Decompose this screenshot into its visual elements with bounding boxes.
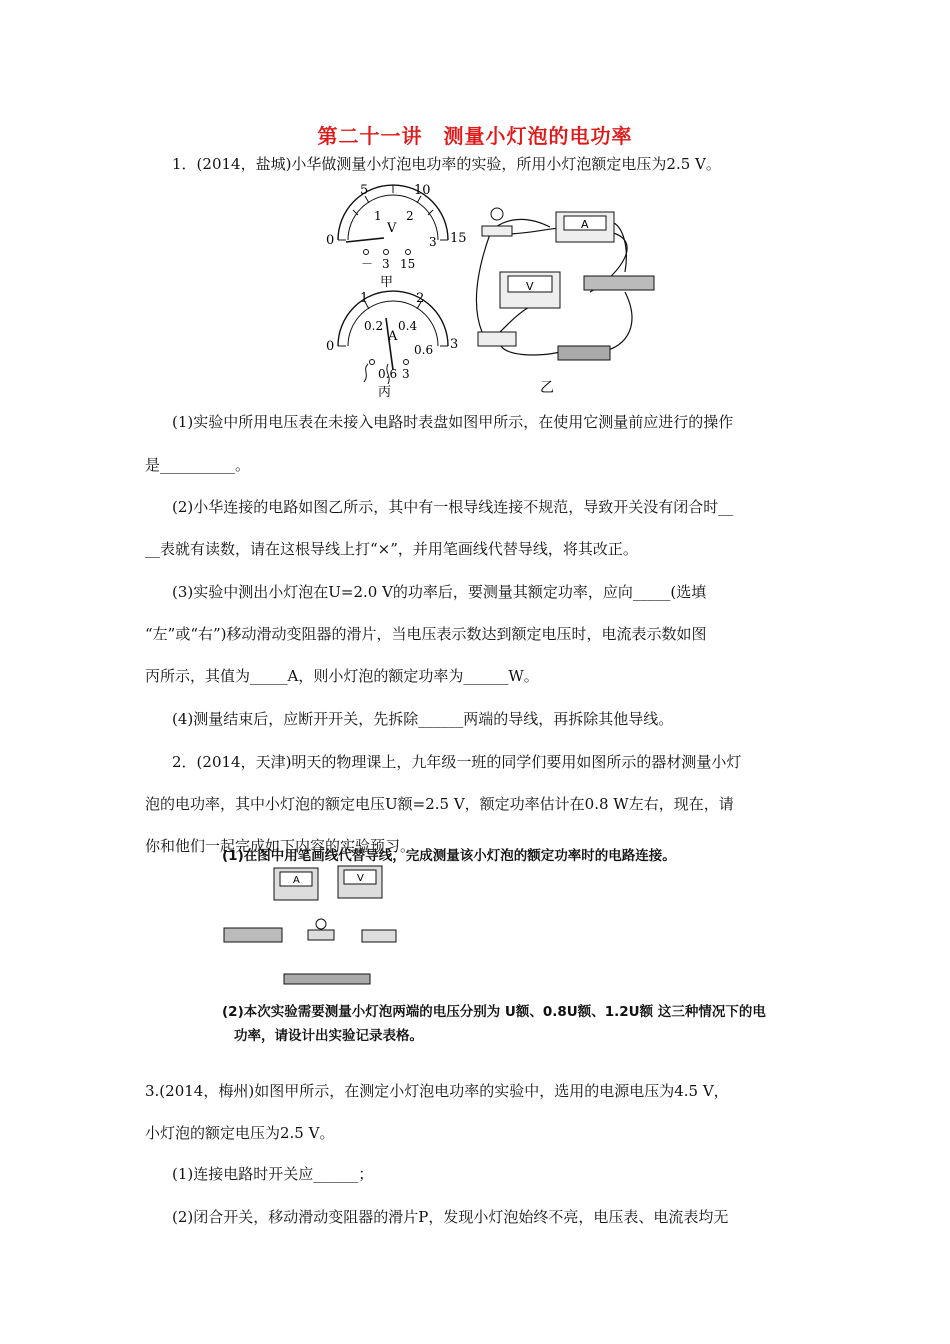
bing-tick-02: 0.2 [364,319,384,333]
bing-tick-04: 0.4 [398,319,418,333]
jia-terminal-3: 3 [382,257,390,271]
q2-line2: 泡的电功率，其中小灯泡的额定电压U额=2.5 V，额定功率估计在0.8 W左右，现在，请 [145,795,734,813]
figure-bing-ammeter [318,288,468,400]
q2-meter-v-label: V [357,873,364,884]
bing-outer-1: 1 [360,291,369,306]
jia-tick-3: 3 [429,235,437,249]
q1-part3-line3: 丙所示，其值为_____A，则小灯泡的额定功率为______W。 [145,667,539,685]
q2-line3: 你和他们一起完成如下内容的实验预习。 [145,837,416,855]
q2-figure-caption2: (2)本次实验需要测量小灯泡两端的电压分别为 U额、0.8U额、1.2U额 这三种情况下的电 [222,1004,766,1020]
figure-jia-voltmeter [318,180,468,290]
q3-part1: (1)连接电路时开关应______； [172,1165,374,1183]
figure-yi-circuit [460,182,670,402]
bing-terminal-3: 3 [402,367,410,381]
jia-tick-0: 0 [326,233,335,248]
jia-outer-5: 5 [360,183,369,198]
bing-terminal-06: 0.6 [378,367,398,381]
bing-outer-2: 2 [416,291,425,306]
bing-tick-06: 0.6 [414,343,434,357]
jia-terminal-neg: － [361,257,374,271]
q1-part2-line1: (2)小华连接的电路如图乙所示，其中有一根导线连接不规范，导致开关没有闭合时__ [172,498,734,516]
q1-part4: (4)测量结束后，应断开开关，先拆除______两端的导线，再拆除其他导线。 [172,710,674,728]
q1-part3-line2: “左”或“右”)移动滑动变阻器的滑片，当电压表示数达到额定电压时，电流表示数如图 [145,625,707,643]
q3-part2: (2)闭合开关，移动滑动变阻器的滑片P，发现小灯泡始终不亮，电压表、电流表均无 [172,1208,729,1226]
bing-label: 丙 [378,385,392,400]
q1-part2-line2: __表就有读数，请在这根导线上打“×”，并用笔画线代替导线，将其改正。 [145,540,638,558]
yi-meter-a-label: A [581,218,589,231]
jia-label: 甲 [380,275,394,290]
jia-unit: V [387,221,397,236]
yi-meter-v-label: V [526,280,534,293]
q1-part3-line1: (3)实验中测出小灯泡在U=2.0 V的功率后，要测量其额定功率，应向_____(选填 [172,583,707,601]
q2-figure-caption1: (1)在图中用笔画线代替导线，完成测量该小灯泡的额定功率时的电路连接。 [222,848,676,864]
jia-outer-15: 15 [450,231,467,246]
jia-tick-2: 2 [406,209,414,223]
q2-figure-caption3: 功率，请设计出实验记录表格。 [234,1028,423,1044]
jia-outer-10: 10 [414,183,431,198]
bing-outer-3: 3 [450,337,459,352]
yi-label: 乙 [540,380,554,396]
q1-part1-line1: (1)实验中所用电压表在未接入电路时表盘如图甲所示，在使用它测量前应进行的操作 [172,413,734,431]
q3-line2: 小灯泡的额定电压为2.5 V。 [145,1124,335,1142]
q1-stem: 1．(2014，盐城)小华做测量小灯泡电功率的实验，所用小灯泡额定电压为2.5 V。 [172,155,721,173]
q3-line1: 3.(2014，梅州)如图甲所示，在测定小灯泡电功率的实验中，选用的电源电压为4.5 V， [145,1082,729,1100]
q1-part1-line2: 是__________。 [145,456,251,474]
bing-tick-0: 0 [326,339,335,354]
bing-unit: A [388,329,398,344]
q2-meter-a-label: A [293,875,300,886]
jia-tick-1: 1 [374,209,382,223]
page-title: 第二十一讲 测量小灯泡的电功率 [317,124,633,148]
figure-q2-equipment [218,862,418,992]
q2-line1: 2．(2014，天津)明天的物理课上，九年级一班的同学们要用如图所示的器材测量小灯 [172,753,742,771]
jia-terminal-15: 15 [400,257,416,271]
